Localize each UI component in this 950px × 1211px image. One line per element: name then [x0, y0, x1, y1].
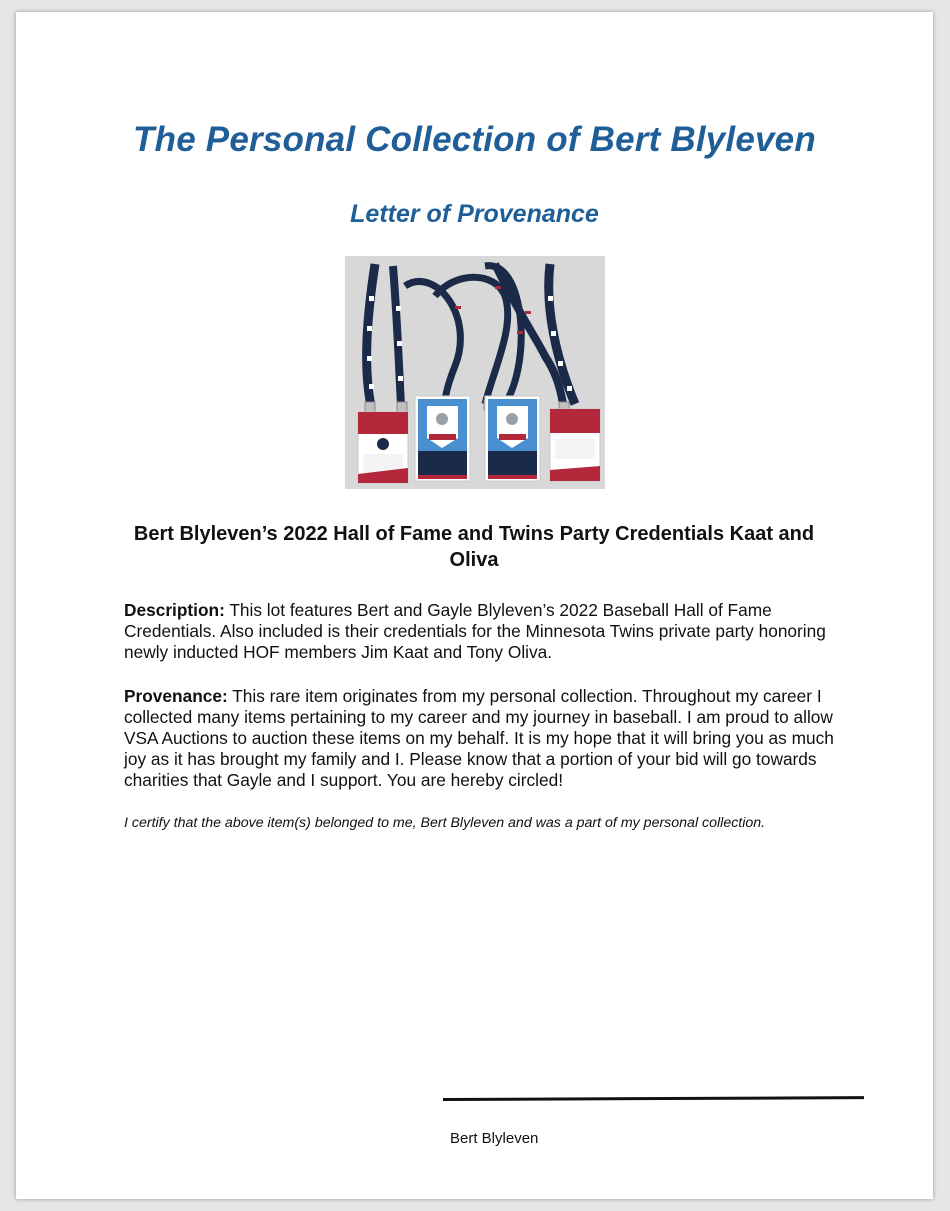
document-subtitle: Letter of Provenance — [350, 200, 599, 228]
document-page — [16, 12, 933, 1199]
description-label: Description: — [124, 600, 225, 620]
signature-name: Bert Blyleven — [450, 1130, 539, 1147]
document-title: The Personal Collection of Bert Blyleven — [133, 120, 816, 159]
description-paragraph — [124, 600, 836, 663]
credentials-photo — [345, 256, 605, 489]
provenance-label: Provenance: — [124, 686, 228, 706]
description-text: This lot features Bert and Gayle Blyleven’s 2022 Baseball Hall of Fame Credentials. Also included is their credentials for the Minnesota Twins private party honoring newly inducted HOF members Jim Kaat and Tony Oliva. — [124, 600, 826, 662]
lot-title: Bert Blyleven’s 2022 Hall of Fame and Twins Party Credentials Kaat and Oliva — [133, 523, 815, 571]
provenance-text: This rare item originates from my personal collection. Throughout my career I collected many items pertaining to my career and my journey in baseball. I am proud to allow VSA Auctions to auction these items on my behalf. It is my hope that it will bring you as much joy as it has brought my family and I. Please know that a portion of your bid will go towards charities that Gayle and I support. You are hereby circled! — [124, 686, 834, 790]
credentials-illustration — [345, 256, 605, 489]
certification-statement: I certify that the above item(s) belonged to me, Bert Blyleven and was a part of my personal collection. — [124, 815, 766, 831]
signature-line — [443, 1096, 864, 1101]
provenance-paragraph — [124, 686, 836, 791]
